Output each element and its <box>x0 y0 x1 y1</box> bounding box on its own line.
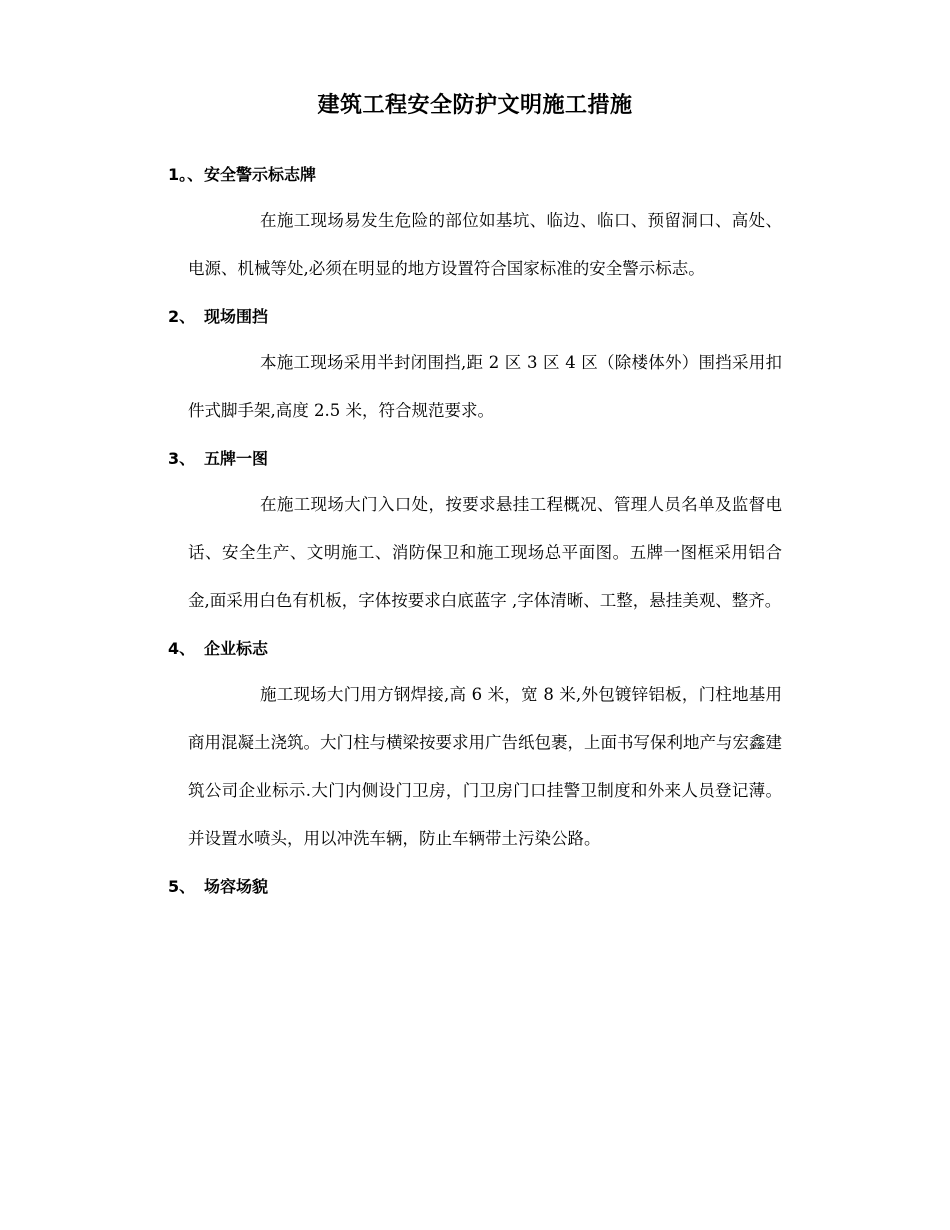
section-2 <box>168 305 782 435</box>
section-body: 本施工现场采用半封闭围挡,距 2 区 3 区 4 区（除楼体外）围挡采用扣件式脚手架,高度 2.5 米，符合规范要求。 <box>188 353 782 420</box>
section-1 <box>168 163 782 293</box>
section-heading <box>168 447 782 471</box>
section-heading <box>168 637 782 661</box>
section-number: 2、 <box>168 307 196 326</box>
section-heading <box>168 305 782 329</box>
section-title: 安全警示标志牌 <box>204 165 317 184</box>
section-heading <box>168 163 782 187</box>
document-title: 建筑工程安全防护文明施工措施 <box>317 93 633 118</box>
section-title: 现场围挡 <box>204 307 269 326</box>
section-body: 施工现场大门用方钢焊接,高 6 米，宽 8 米,外包镀锌铝板，门柱地基用商用混凝土浇筑。大门柱与横梁按要求用广告纸包裹，上面书写保利地产与宏鑫建筑公司企业标示.大门内侧设门卫房，门卫房门口挂警卫制度和外来人员登记薄。并设置水喷头，用以冲洗车辆，防止车辆带土污染公路。 <box>188 685 782 848</box>
section-number: 4、 <box>168 639 196 658</box>
section-number: 5、 <box>168 877 196 896</box>
section-number: 1。、 <box>168 165 204 184</box>
section-3 <box>168 447 782 625</box>
section-title: 企业标志 <box>204 639 269 658</box>
section-title: 五牌一图 <box>204 449 269 468</box>
section-heading <box>168 875 782 899</box>
section-body: 在施工现场大门入口处，按要求悬挂工程概况、管理人员名单及监督电话、安全生产、文明施工、消防保卫和施工现场总平面图。五牌一图框采用铝合金,面采用白色有机板，字体按要求白底蓝字 ,字体清晰、工整，悬挂美观、整齐。 <box>188 495 782 610</box>
section-5 <box>168 875 782 899</box>
section-body: 在施工现场易发生危险的部位如基坑、临边、临口、预留洞口、高处、电源、机械等处,必须在明显的地方设置符合国家标准的安全警示标志。 <box>188 211 782 278</box>
section-4 <box>168 637 782 863</box>
section-title: 场容场貌 <box>204 877 269 896</box>
section-number: 3、 <box>168 449 196 468</box>
